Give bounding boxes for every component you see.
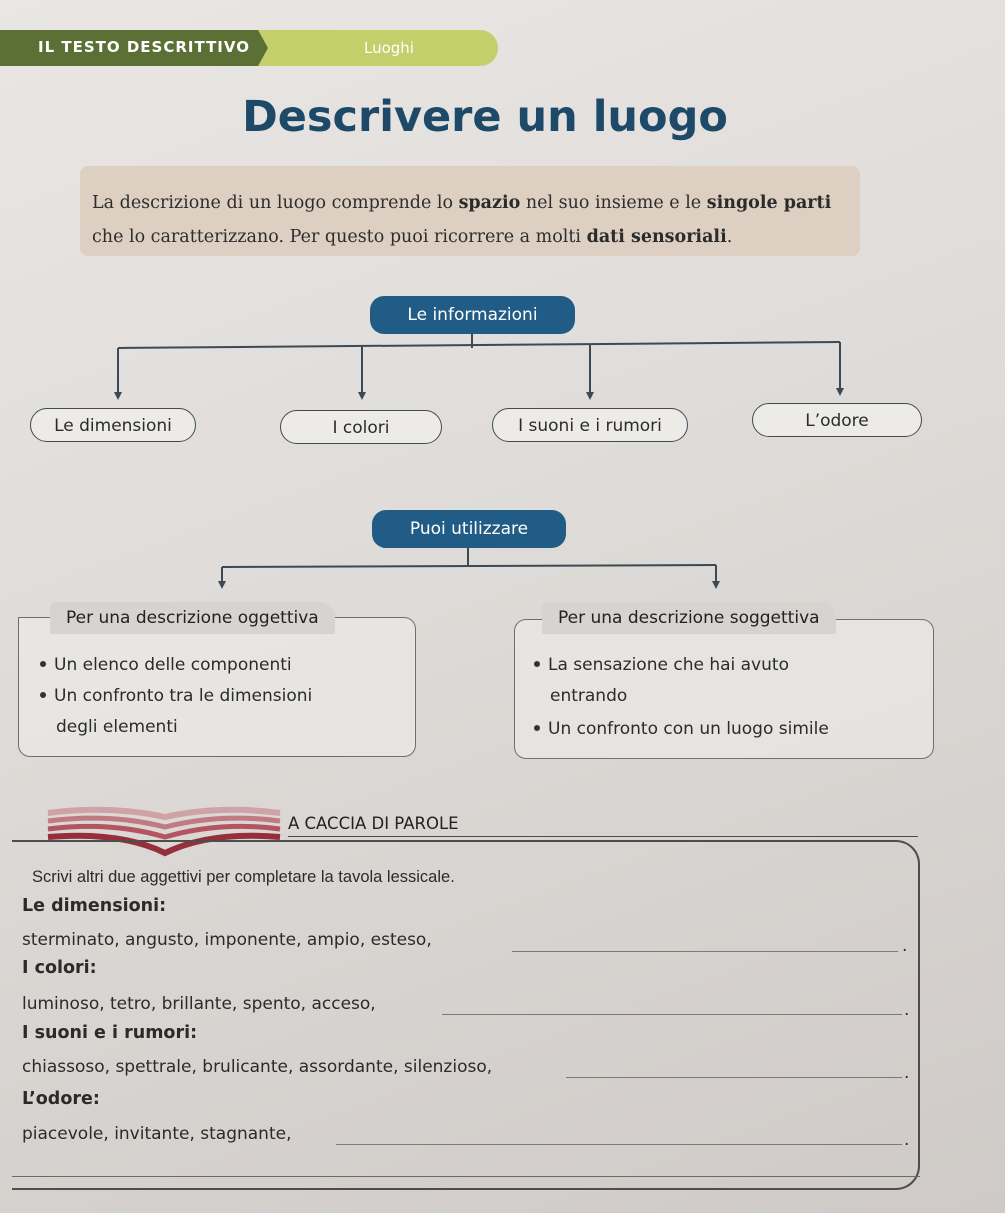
bullet-icon — [534, 661, 540, 667]
info-suoni: I suoni e i rumori — [492, 408, 688, 442]
group-label: I colori: — [22, 958, 97, 978]
group-label: L’odore: — [22, 1089, 100, 1109]
informazioni-heading: Le informazioni — [370, 296, 575, 334]
bottom-rule — [12, 1176, 920, 1177]
info-odore: L’odore — [752, 403, 922, 437]
topic-label: Luoghi — [364, 39, 414, 57]
info-colori: I colori — [280, 410, 442, 444]
group-words: luminoso, tetro, brillante, spento, acceso, — [22, 994, 376, 1014]
group-words: piacevole, invitante, stagnante, — [22, 1124, 292, 1144]
soggettiva-title: Per una descrizione soggettiva — [542, 602, 836, 634]
group-words: sterminato, angusto, imponente, ampio, esteso, — [22, 930, 432, 950]
intro-text: nel suo insieme e le — [520, 193, 707, 213]
info-dimensioni: Le dimensioni — [30, 408, 196, 442]
period: . — [904, 1130, 910, 1150]
informazioni-connectors — [0, 330, 1005, 410]
intro-bold: spazio — [458, 193, 521, 213]
soggettiva-bullet — [534, 713, 829, 745]
bullet-icon — [40, 692, 46, 698]
intro-box — [80, 166, 860, 256]
answer-blank[interactable] — [566, 1077, 902, 1078]
bullet-icon — [40, 661, 46, 667]
group-label: Le dimensioni: — [22, 896, 167, 916]
soggettiva-bullet-cont: entrando — [550, 686, 628, 706]
caccia-title: A CACCIA DI PAROLE — [288, 814, 459, 833]
bullet-text: La sensazione che hai avuto — [548, 655, 789, 675]
intro-text: . — [726, 227, 733, 247]
oggettiva-bullet-cont: degli elementi — [56, 717, 178, 737]
answer-blank[interactable] — [512, 951, 898, 952]
oggettiva-bullet — [40, 649, 292, 681]
oggettiva-bullet — [40, 680, 312, 712]
page-title: Descrivere un luogo — [242, 92, 728, 142]
bullet-text: Un confronto tra le dimensioni — [54, 686, 313, 706]
period: . — [904, 1063, 910, 1083]
exercise-instruction: Scrivi altri due aggettivi per completare la tavola lessicale. — [32, 868, 455, 886]
intro-bold: dati sensoriali — [586, 227, 727, 247]
answer-blank[interactable] — [336, 1144, 902, 1145]
answer-blank[interactable] — [442, 1014, 902, 1015]
intro-bold: singole parti — [706, 193, 832, 213]
utilizzare-heading: Puoi utilizzare — [372, 510, 566, 548]
section-label: IL TESTO DESCRITTIVO — [38, 38, 250, 56]
intro-text: La descrizione di un luogo comprende lo — [92, 193, 459, 213]
oggettiva-title: Per una descrizione oggettiva — [50, 602, 335, 634]
bullet-text: Un elenco delle componenti — [54, 655, 292, 675]
group-words: chiassoso, spettrale, brulicante, assordante, silenzioso, — [22, 1057, 493, 1077]
period: . — [902, 936, 908, 956]
period: . — [904, 1000, 910, 1020]
utilizzare-connectors — [0, 545, 1005, 595]
bullet-icon — [534, 725, 540, 731]
caccia-rule — [288, 836, 918, 837]
group-label: I suoni e i rumori: — [22, 1023, 198, 1043]
bullet-text: Un confronto con un luogo simile — [548, 719, 829, 739]
soggettiva-bullet — [534, 649, 789, 681]
intro-text: che lo caratterizzano. Per questo puoi ricorrere a molti — [92, 227, 587, 247]
